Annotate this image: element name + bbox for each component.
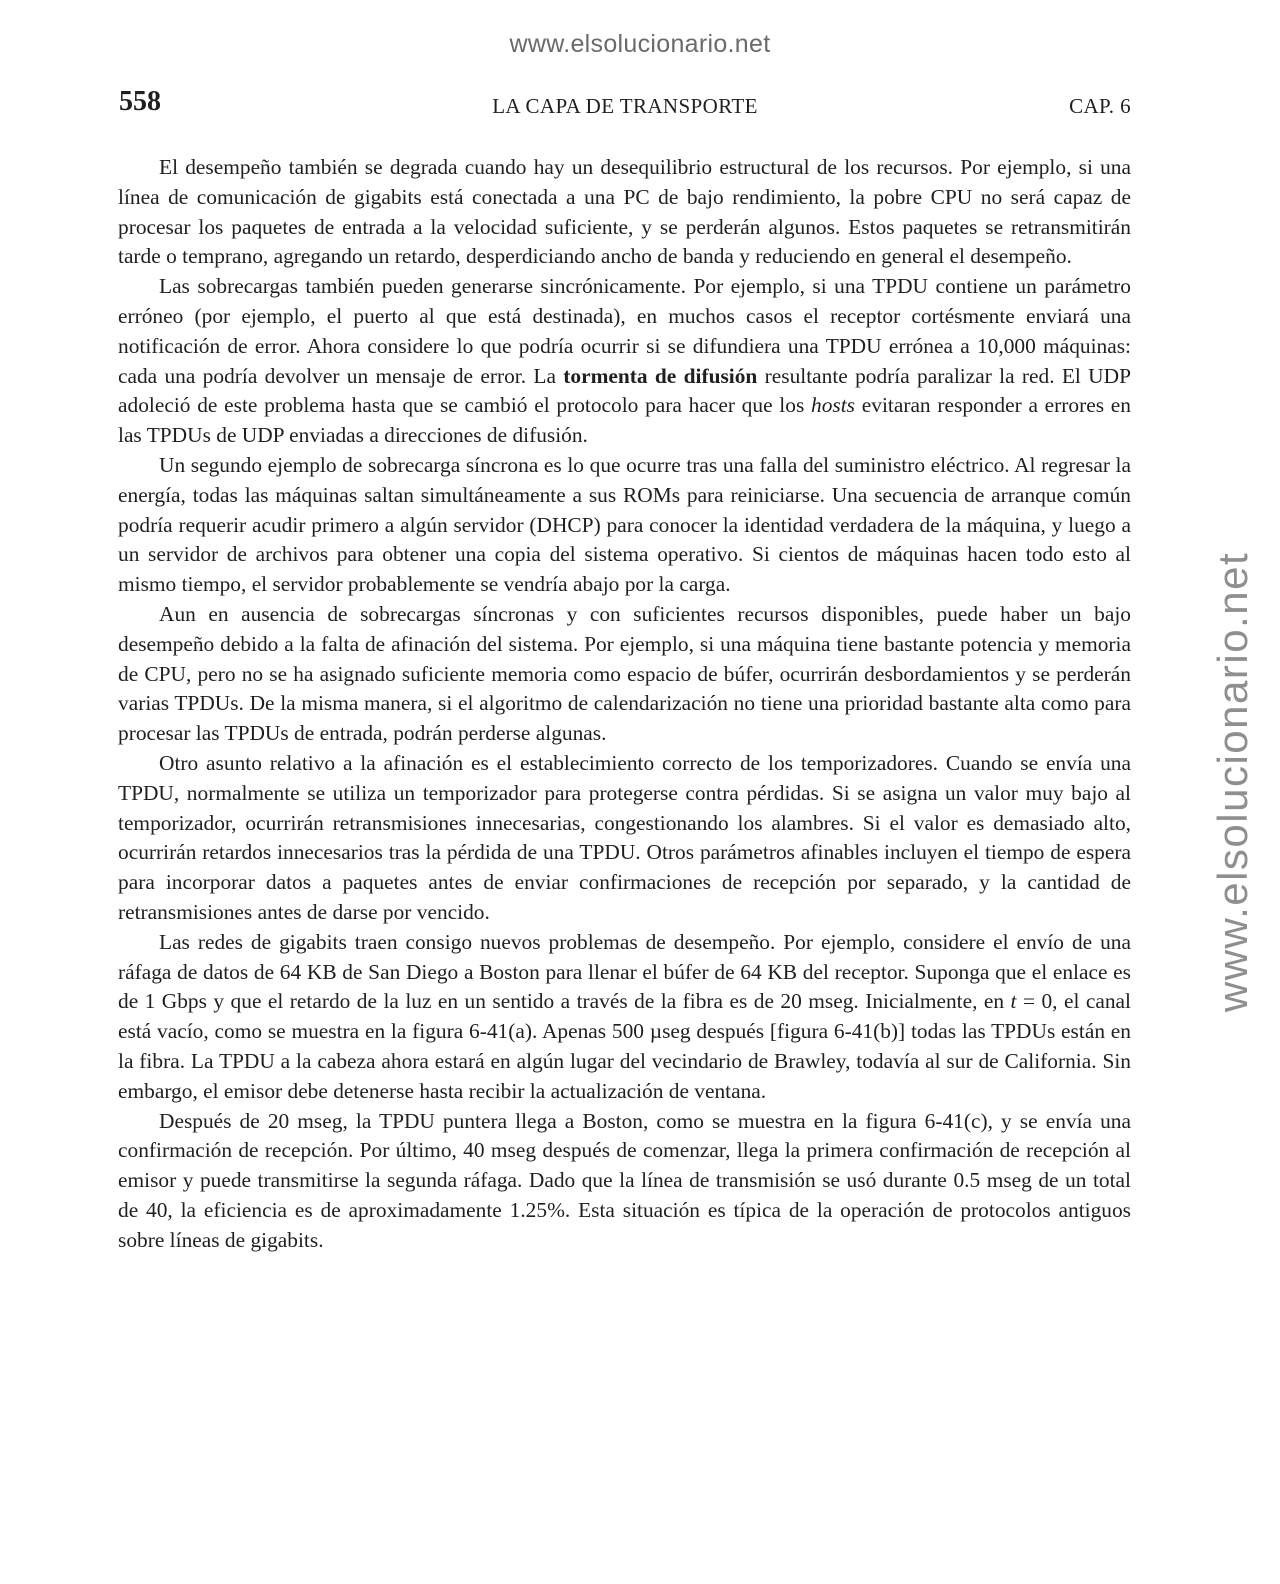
body-text bbox=[118, 153, 1131, 1255]
paragraph-2-text-c: evitaran responder a errores en las TPDUs de UDP enviadas a direcciones de difusión. bbox=[118, 393, 1131, 448]
term-tormenta-de-difusion: tormenta de difusión bbox=[563, 363, 758, 388]
paragraph-2-text-b: resultante podría paralizar la red. El UDP adoleció de este problema hasta que se cambió el protocolo para hacer que los bbox=[118, 363, 1131, 418]
page-header bbox=[119, 86, 1131, 126]
paragraph-4: Aun en ausencia de sobrecargas síncronas y con suficientes recursos disponibles, puede haber un bajo desempeño debido a la falta de afinación del sistema. Por ejemplo, si una máquina tiene bastante potencia y memoria de CPU, pero no se ha asignado suficiente memoria como espacio de búfer, ocurrirán desbordamientos y se perderán varias TPDUs. De la misma manera, si el algoritmo de calendarización no tiene una prioridad bastante alta como para procesar las TPDUs de entrada, podrán perderse algunas. bbox=[118, 601, 1131, 746]
term-hosts: hosts bbox=[811, 393, 855, 418]
watermark-top: www.elsolucionario.net bbox=[509, 30, 771, 58]
watermark-side: www.elsolucionario.net bbox=[1209, 551, 1256, 1013]
chapter-label: CAP. 6 bbox=[1069, 94, 1131, 118]
variable-t: t bbox=[1010, 989, 1017, 1014]
paragraph-2 bbox=[118, 272, 1131, 451]
page-number: 558 bbox=[119, 86, 161, 117]
paragraph-6-text-b: = 0, el canal está vacío, como se muestra en la figura 6-41(a). Apenas 500 µseg después [figura 6-41(b)] todas las TPDUs están en la fibra. La TPDU a la cabeza ahora estará en algún lugar del vecindario de Brawley, todavía al sur de California. Sin embargo, el emisor debe detenerse hasta recibir la actualización de ventana. bbox=[118, 989, 1131, 1103]
paragraph-6 bbox=[118, 928, 1131, 1107]
paragraph-5: Otro asunto relativo a la afinación es el establecimiento correcto de los temporizadores. Cuando se envía una TPDU, normalmente se utiliza un temporizador para protegerse contra pérdidas. Si se asigna un valor muy bajo al temporizador, ocurrirán retransmisiones innecesarias, congestionando los alambres. Si el valor es demasiado alto, ocurrirán retardos innecesarios tras la pérdida de una TPDU. Otros parámetros afinables incluyen el tiempo de espera para incorporar datos a paquetes antes de enviar confirmaciones de recepción por separado, y la cantidad de retransmisiones antes de darse por vencido. bbox=[118, 750, 1131, 924]
paragraph-1: El desempeño también se degrada cuando hay un desequilibrio estructural de los recursos. Por ejemplo, si una línea de comunicación de gigabits está conectada a una PC de bajo rendimiento, la pobre CPU no será capaz de procesar los paquetes de entrada a la velocidad suficiente, y se perderán algunos. Estos paquetes se retransmitirán tarde o temprano, agregando un retardo, desperdiciando ancho de banda y reduciendo en general el desempeño. bbox=[118, 155, 1131, 269]
running-title: LA CAPA DE TRANSPORTE bbox=[492, 94, 758, 118]
paragraph-7: Después de 20 mseg, la TPDU puntera llega a Boston, como se muestra en la figura 6-41(c), y se envía una confirmación de recepción. Por último, 40 mseg después de comenzar, llega la primera confirmación de recepción al emisor y puede transmitirse la segunda ráfaga. Dado que la línea de transmisión se usó durante 0.5 mseg de un total de 40, la eficiencia es de aproximadamente 1.25%. Esta situación es típica de la operación de protocolos antiguos sobre líneas de gigabits. bbox=[118, 1108, 1131, 1252]
paragraph-3: Un segundo ejemplo de sobrecarga síncrona es lo que ocurre tras una falla del suministro eléctrico. Al regresar la energía, todas las máquinas saltan simultáneamente a sus ROMs para reiniciarse. Una secuencia de arranque común podría requerir acudir primero a algún servidor (DHCP) para conocer la identidad verdadera de la máquina, y luego a un servidor de archivos para obtener una copia del sistema operativo. Si cientos de máquinas hacen todo esto al mismo tiempo, el servidor probablemente se vendría abajo por la carga. bbox=[118, 452, 1131, 597]
paragraph-6-text-a: Las redes de gigabits traen consigo nuevos problemas de desempeño. Por ejemplo, considere el envío de una ráfaga de datos de 64 KB de San Diego a Boston para llenar el búfer de 64 KB del receptor. Suponga que el enlace es de 1 Gbps y que el retardo de la luz en un sentido a través de la fibra es de 20 mseg. Inicialmente, en bbox=[118, 929, 1131, 1014]
paragraph-2-text-a: Las sobrecargas también pueden generarse sincrónicamente. Por ejemplo, si una TPDU contiene un parámetro erróneo (por ejemplo, el puerto al que está destinada), en muchos casos el receptor cortésmente enviará una notificación de error. Ahora considere lo que podría ocurrir si se difundiera una TPDU errónea a 10,000 máquinas: cada una podría devolver un mensaje de error. La bbox=[118, 274, 1131, 388]
